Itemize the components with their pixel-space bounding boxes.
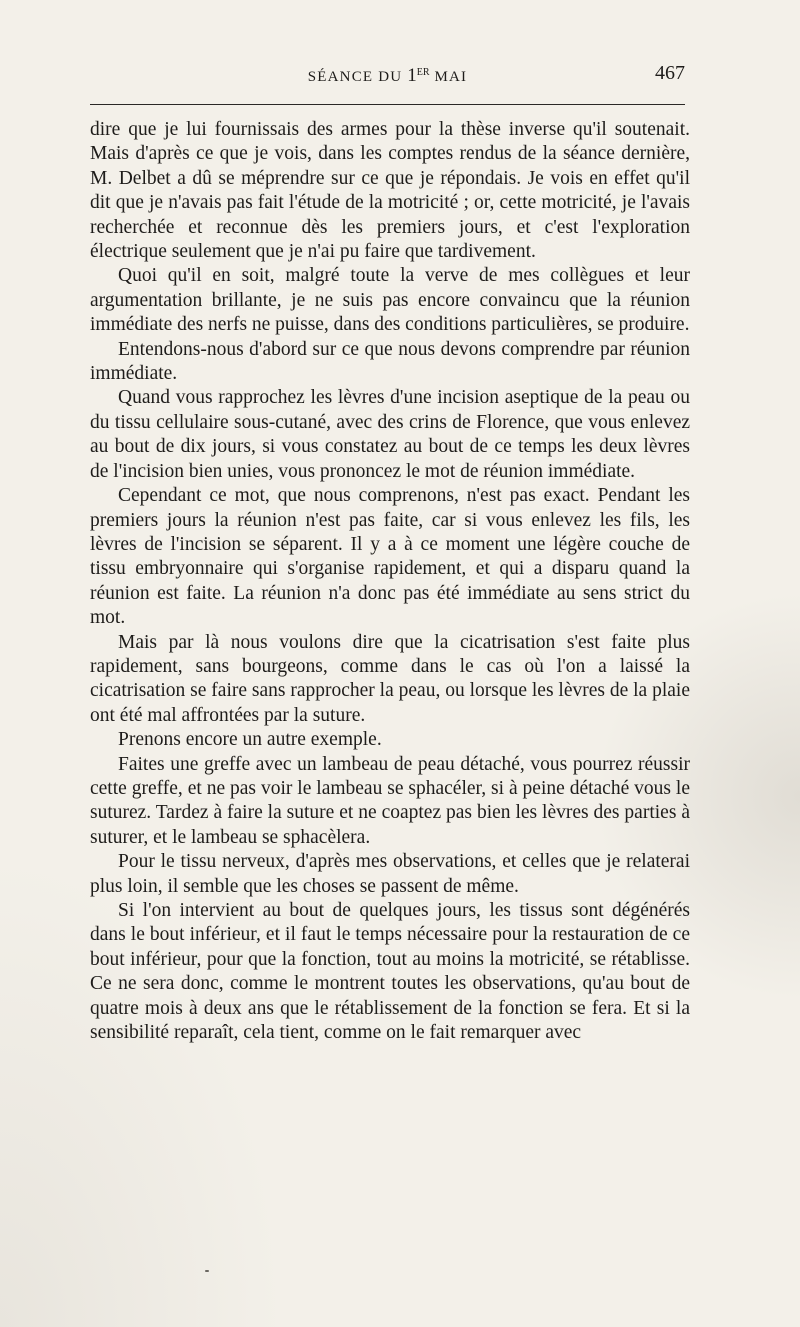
paragraph: Mais par là nous voulons dire que la cicatrisation s'est faite plus rapidement, sans bourgeons, comme dans le cas où l'on a laissé la cicatrisation se faire sans rapprocher la peau, ou lorsque les lèvres de la plaie ont été mal affrontées par la suture. — [90, 631, 690, 726]
running-title-superscript: ER — [416, 67, 430, 78]
paragraph: Faites une greffe avec un lambeau de peau détaché, vous pourrez réussir cette greffe, et ne pas voir le lambeau se sphacéler, si à peine détaché vous le suturez. Tardez à faire la suture et ne coaptez pas bien les lèvres des parties à suturer, et le lambeau se sphacèlera. — [90, 753, 690, 848]
page-number: 467 — [655, 62, 685, 84]
running-head — [90, 62, 685, 90]
running-title-day: 1 — [407, 65, 417, 86]
running-title-month: MAI — [429, 69, 468, 85]
paragraph: dire que je lui fournissais des armes pour la thèse inverse qu'il soutenait. Mais d'après ce que je vois, dans les comptes rendus de la séance dernière, M. Delbet a dû se méprendre sur ce que je répondais. Je vois en effet qu'il dit que je n'avais pas fait l'étude de la motricité ; or, cette motricité, je l'avais recherchée et reconnue dès les premiers jours, et c'est l'exploration électrique seulement que je n'ai pu faire que tardivement. — [90, 119, 690, 263]
running-title — [90, 65, 685, 87]
paragraph: Entendons-nous d'abord sur ce que nous devons comprendre par réunion immédiate. — [90, 338, 690, 385]
paragraph: Quand vous rapprochez les lèvres d'une incision aseptique de la peau ou du tissu cellulaire sous-cutané, avec des crins de Florence, que vous enlevez au bout de dix jours, si vous constatez au bout de ce temps les deux lèvres de l'incision bien unies, vous prononcez le mot de réunion immédiate. — [90, 387, 690, 482]
paragraph: Cependant ce mot, que nous comprenons, n'est pas exact. Pendant les premiers jours la réunion n'est pas faite, car si vous enlevez les fils, les lèvres de l'incision se séparent. Il y a à ce moment une légère couche de tissu embryonnaire qui s'organise rapidement, et qui a disparu quand la réunion est faite. La réunion n'a donc pas été immédiate au sens strict du mot. — [90, 485, 690, 629]
paragraph: Quoi qu'il en soit, malgré toute la verve de mes collègues et leur argumentation brillante, je ne suis pas encore convaincu que la réunion immédiate des nerfs ne puisse, dans des conditions particulières, se produire. — [90, 265, 690, 336]
running-title-prefix: SÉANCE DU — [307, 69, 408, 85]
body-text — [90, 118, 690, 1045]
paragraph: Si l'on intervient au bout de quelques jours, les tissus sont dégénérés dans le bout inférieur, et il faut le temps nécessaire pour la restauration de ce bout inférieur, pour que la fonction, tout au moins la motricité, se rétablisse. Ce ne sera donc, comme le montrent toutes les observations, qu'au bout de quatre mois à deux ans que le rétablissement de la fonction se fera. Et si la sensibilité reparaît, cela tient, comme on le fait remarquer avec — [90, 900, 690, 1044]
paragraph: Prenons encore un autre exemple. — [118, 729, 382, 751]
ink-speck — [205, 1270, 209, 1272]
paragraph: Pour le tissu nerveux, d'après mes observations, et celles que je relaterai plus loin, il semble que les choses se passent de même. — [90, 851, 690, 897]
header-rule — [90, 104, 685, 105]
